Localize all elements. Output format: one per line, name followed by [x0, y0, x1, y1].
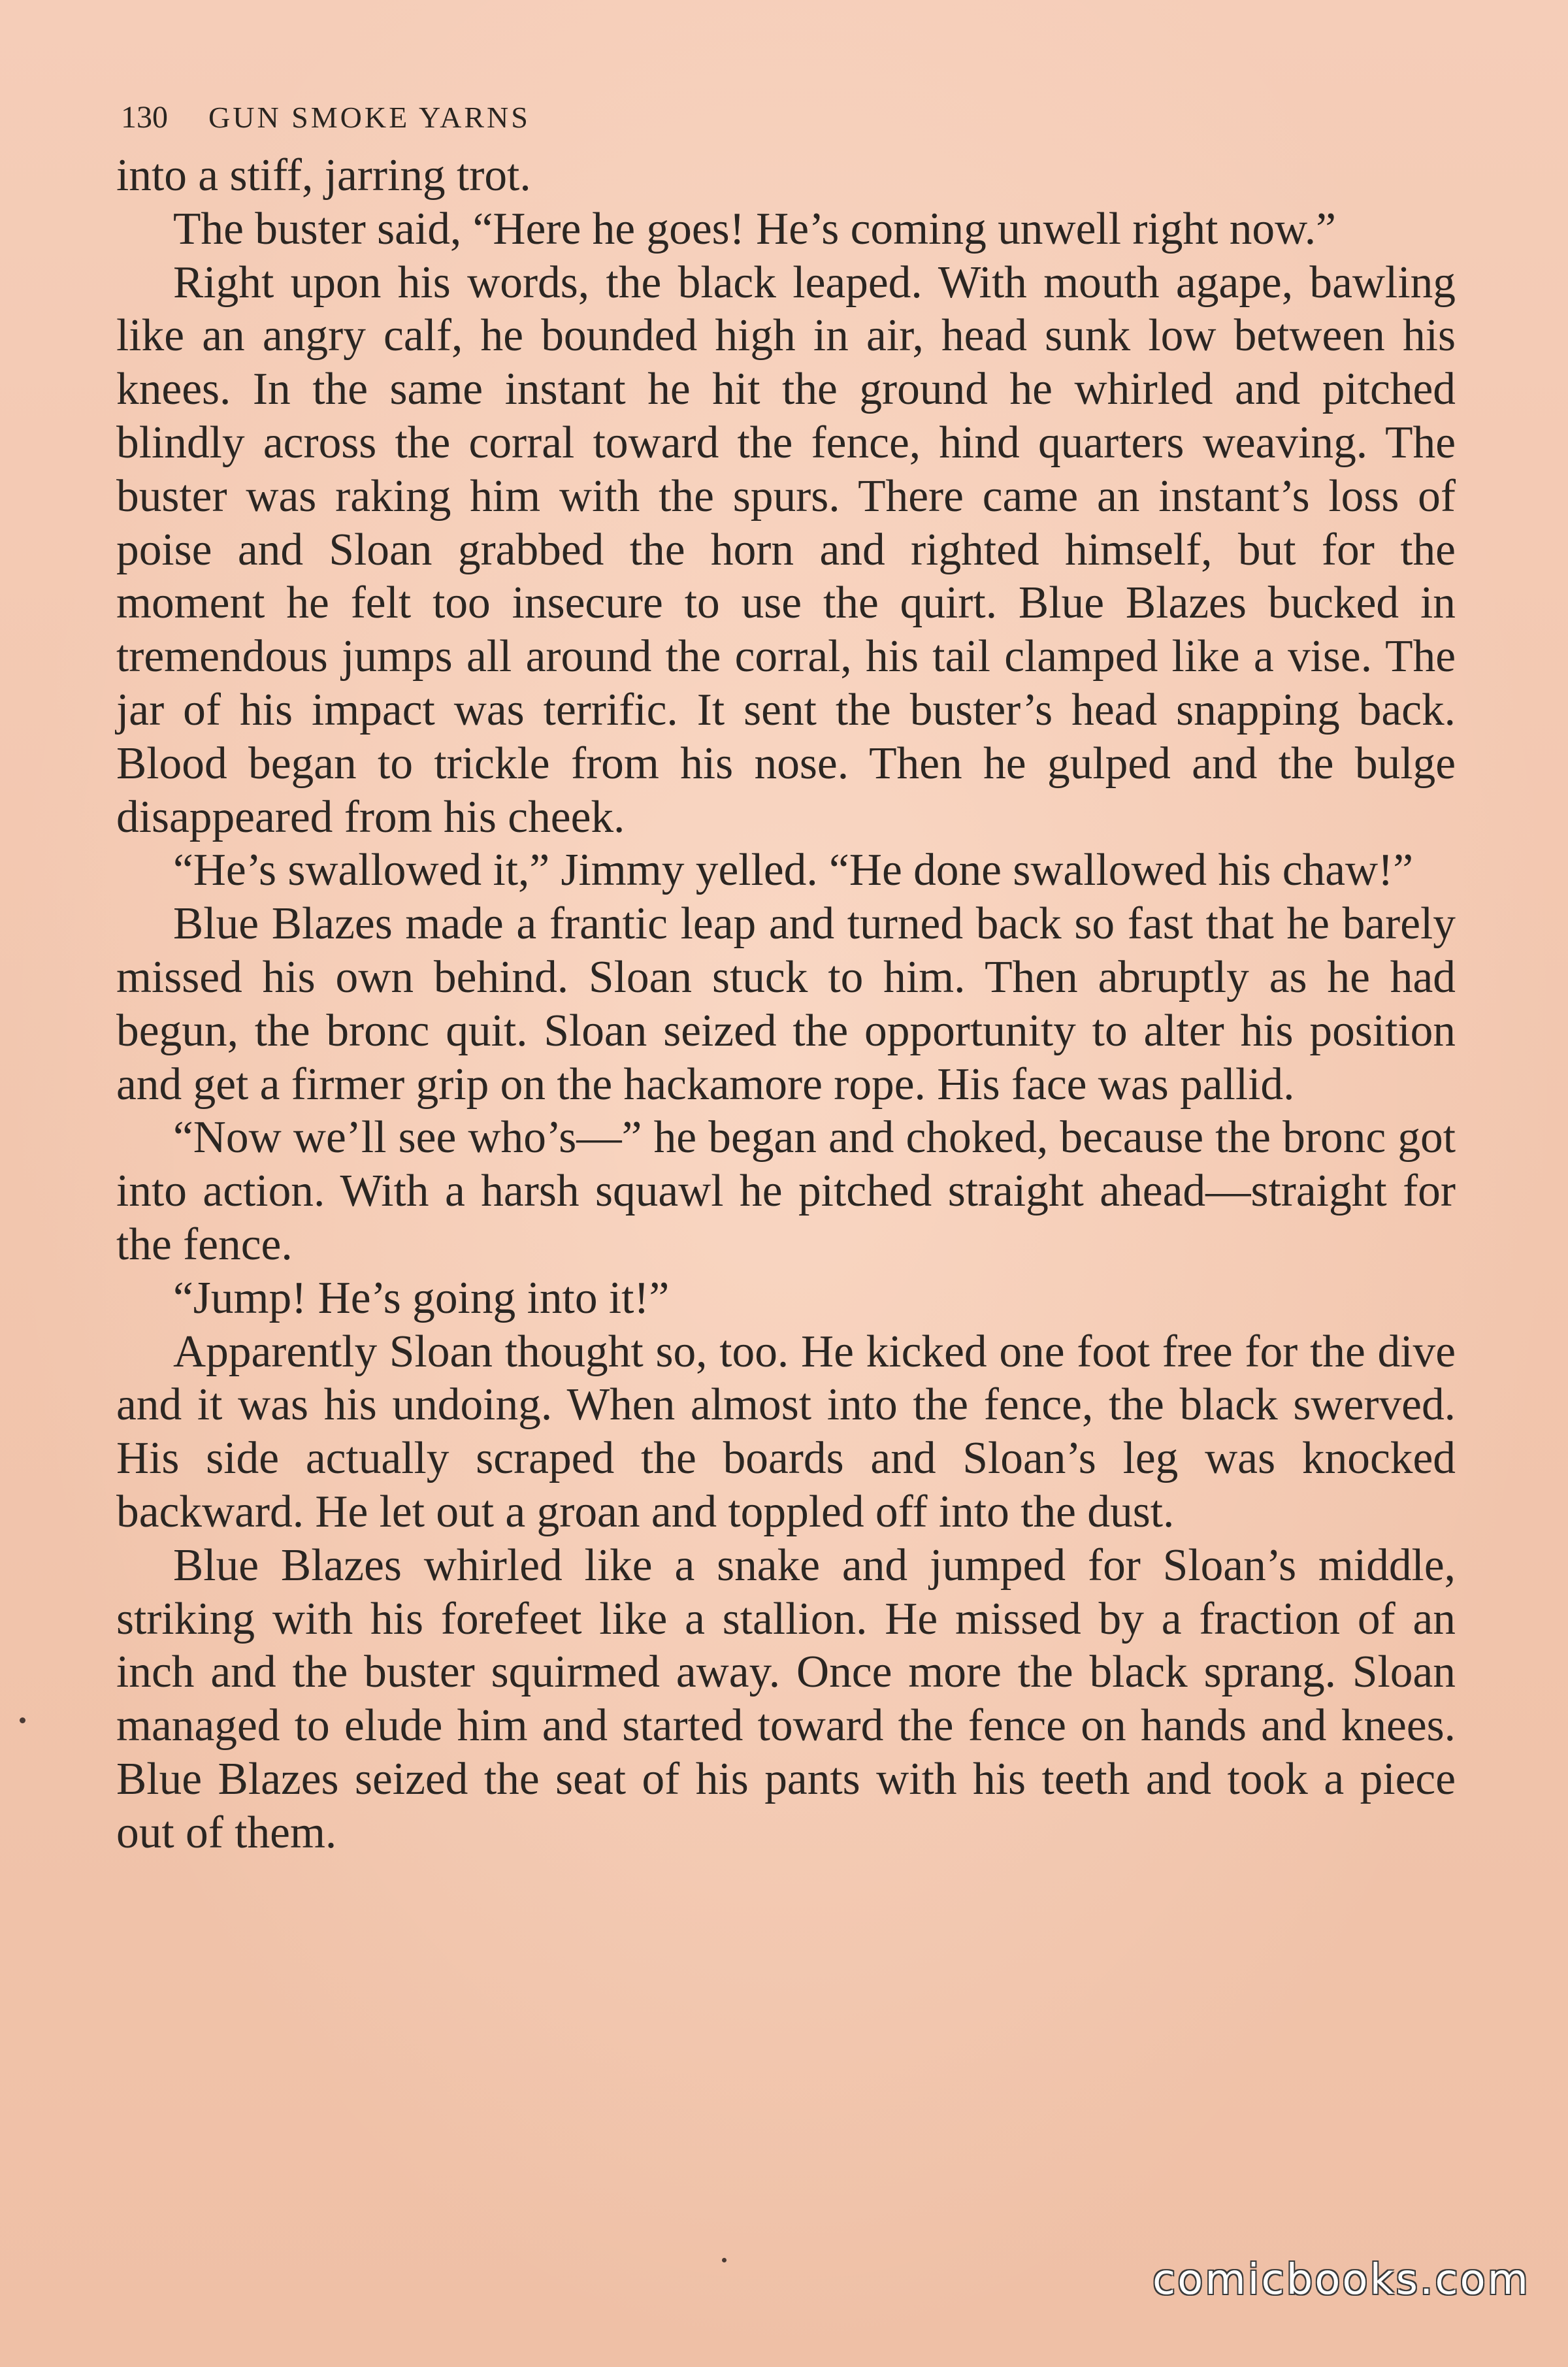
ink-speck	[722, 2258, 727, 2262]
running-head: GUN SMOKE YARNS	[208, 101, 531, 134]
watermark: comicbooks.com	[1152, 2256, 1530, 2304]
paragraph: Blue Blazes made a frantic leap and turned back so fast that he barely missed his own behind. Sloan stuck to him. Then abruptly as he had begun, the bronc quit. Sloan seized the opportunity to alter his position and get a firmer grip on the hackamore rope. His face was pallid.	[116, 899, 1456, 1110]
ink-speck	[20, 1717, 25, 1723]
paragraph: “He’s swallowed it,” Jimmy yelled. “He done swallowed his chaw!”	[173, 845, 1414, 896]
body-text	[116, 149, 1456, 2266]
paragraph: into a stiff, jarring trot.	[116, 150, 531, 201]
paragraph: Right upon his words, the black leaped. With mouth agape, bawling like an angry calf, he bounded high in air, head sunk low between his knees. In the same instant he hit the ground he whirled and pitched blindly across the corral toward the fence, hind quarters weaving. The buster was raking him with the spurs. There came an instant’s loss of poise and Sloan grabbed the horn and righted himself, but for the moment he felt too insecure to use the quirt. Blue Blazes bucked in tremendous jumps all around the corral, his tail clamped like a vise. The jar of his impact was terrific. It sent the buster’s head snapping back. Blood began to trickle from his nose. Then he gulped and the bulge disappeared from his cheek.	[116, 257, 1456, 842]
page-number: 130	[121, 100, 168, 135]
paragraph: Apparently Sloan thought so, too. He kicked one foot free for the dive and it was his undoing. When almost into the fence, the black swerved. His side actually scraped the boards and Sloan’s leg was knocked backward. He let out a groan and toppled off into the dust.	[116, 1326, 1456, 1537]
page-header	[121, 99, 531, 145]
paragraph: The buster said, “Here he goes! He’s coming unwell right now.”	[173, 203, 1336, 254]
paragraph: “Now we’ll see who’s—” he began and choked, because the bronc got into action. With a harsh squawl he pitched straight ahead—straight for the fence.	[116, 1112, 1456, 1270]
paragraph: “Jump! He’s going into it!”	[173, 1272, 670, 1323]
paragraph: Blue Blazes whirled like a snake and jumped for Sloan’s middle, striking with his forefeet like a stallion. He missed by a fraction of an inch and the buster squirmed away. Once more the black sprang. Sloan managed to elude him and started toward the fence on hands and knees. Blue Blazes seized the seat of his pants with his teeth and took a piece out of them.	[116, 1540, 1456, 1858]
